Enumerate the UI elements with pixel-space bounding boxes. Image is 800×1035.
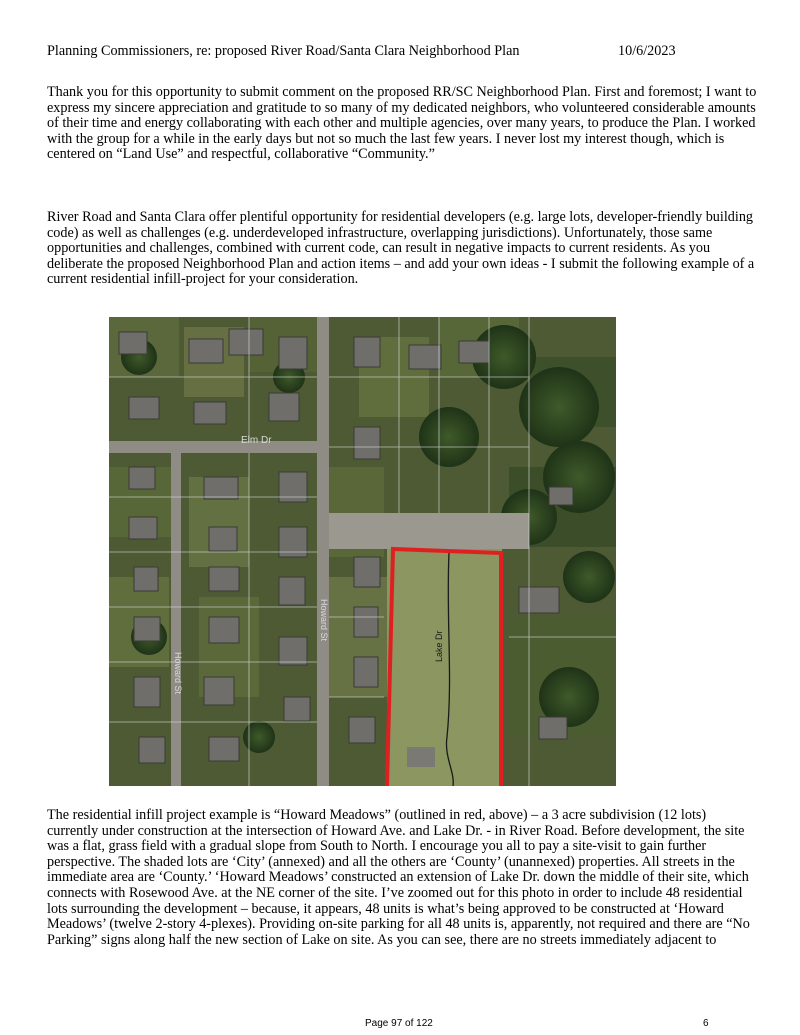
- header-title: Planning Commissioners, re: proposed River Road/Santa Clara Neighborhood Plan: [47, 43, 520, 59]
- site-structure: [407, 747, 435, 767]
- street-label-elm: Elm Dr: [241, 435, 272, 446]
- paragraph-intro: Thank you for this opportunity to submit comment on the proposed RR/SC Neighborhood Plan. First and foremost; I want to express my sincere appreciation and gratitude to so many of my dedicated neighbors, who volunteered considerable amounts of their time and energy collaborating with each other and multiple agencies, over many years, to produce the Plan. I worked with the group for a while in the early days but not so much the last few years. I never lost my interest though, which is centered on “Land Use” and respectful, collaborative “Community.”: [47, 84, 757, 163]
- page-label: Page 97 of 122: [365, 1018, 433, 1029]
- street-label-howard-east: Howard St: [319, 599, 329, 642]
- paragraph-context: River Road and Santa Clara offer plentiful opportunity for residential developers (e.g. large lots, developer-friendly building code) as well as challenges (e.g. underdeveloped infrastructure, overlapping jurisdictions). Unfortunately, those same opportunities and challenges, combined with current code, can result in negative impacts to current residents. As you deliberate the proposed Neighborhood Plan and action items – and add your own ideas - I submit the following example of a current residential infill-project for your consideration.: [47, 209, 755, 288]
- header-date: 10/6/2023: [618, 43, 676, 59]
- document-header: [47, 43, 747, 60]
- aerial-site-map: [109, 317, 616, 786]
- street-label-lake: Lake Dr: [434, 630, 444, 662]
- page-number: 6: [703, 1018, 709, 1029]
- paragraph-howard-meadows: The residential infill project example is “Howard Meadows” (outlined in red, above) – a 3 acre subdivision (12 lots) currently under construction at the intersection of Howard Ave. and Lake Dr. - in River Road. Before development, the site was a flat, grass field with a gradual slope from South to North. I encourage you all to pay a site-visit to gain further perspective. The shaded lots are ‘City’ (annexed) and all the others are ‘County’ (unannexed) properties. All streets in the immediate area are ‘County.’ ‘Howard Meadows’ constructed an extension of Lake Dr. down the middle of their site, which connects with Rosewood Ave. at the NE corner of the site. I’ve zoomed out for this photo in order to include 48 residential lots surrounding the development – because, it appears, 48 units is what’s being approved to be constructed at ‘Howard Meadows’ (twelve 2-story 4-plexes). Providing on-site parking for all 48 units is, apparently, not required and there are “No Parking” signs along half the new section of Lake on site. As you can see, there are no streets immediately adjacent to: [47, 807, 750, 948]
- street-label-howard-west: Howard St: [173, 652, 183, 695]
- development-site: [387, 549, 502, 786]
